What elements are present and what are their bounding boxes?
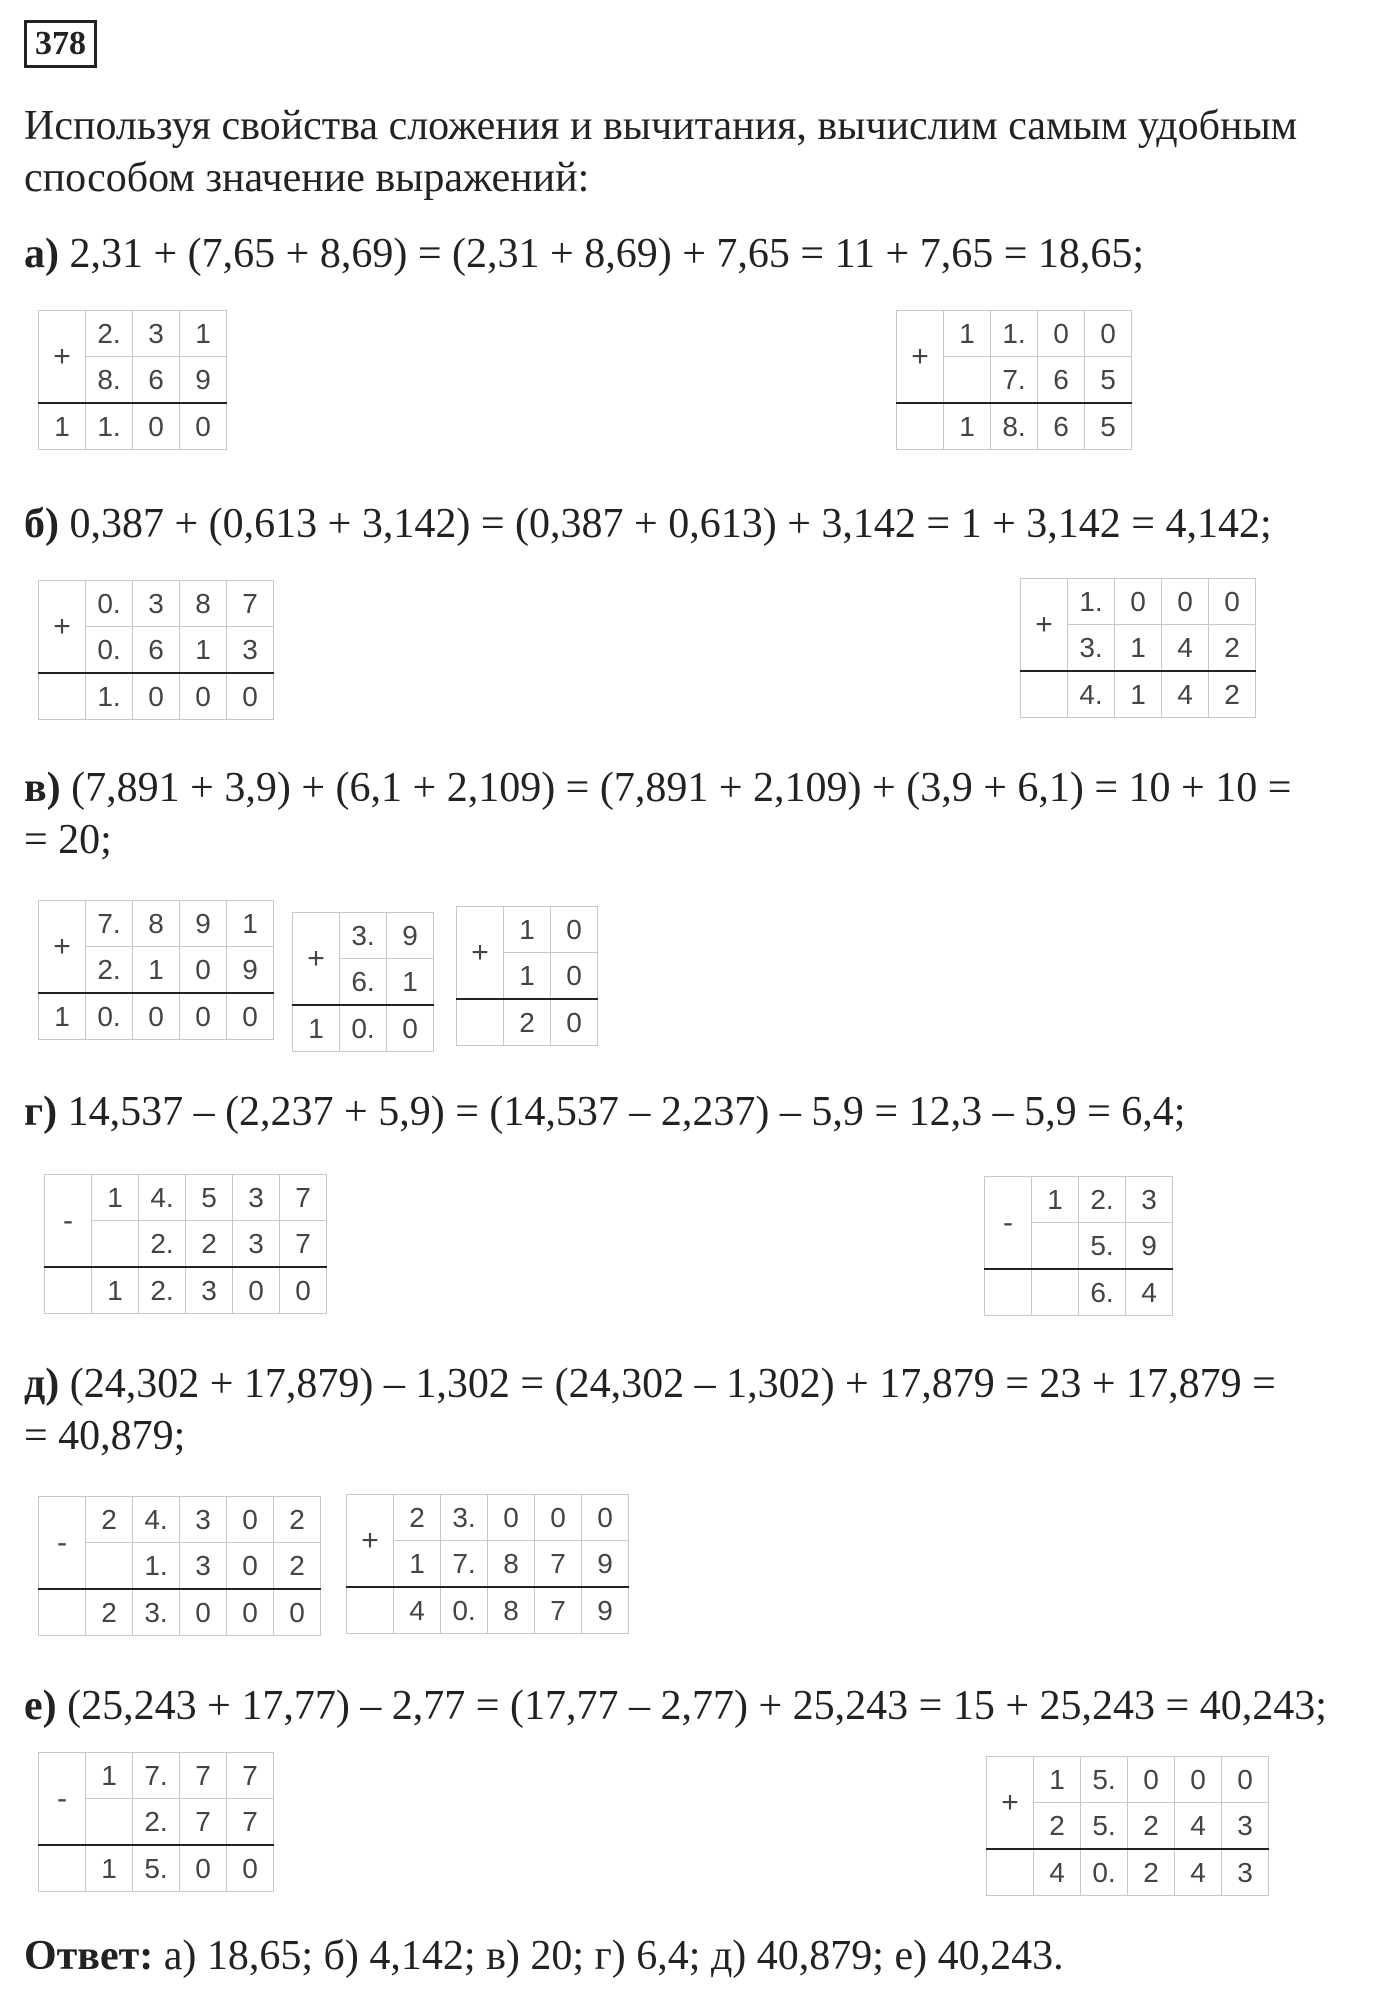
digit-cell: 8. — [991, 403, 1038, 450]
operator-sign: + — [897, 311, 944, 404]
digit-cell: 9 — [1126, 1223, 1173, 1270]
operand-row — [45, 1175, 327, 1221]
digit-cell: 6 — [1038, 403, 1085, 450]
digit-cell: 0 — [488, 1495, 535, 1541]
digit-cell: 9 — [180, 901, 227, 947]
column-calc-3-3 — [456, 906, 598, 1046]
digit-cell: 0. — [340, 1005, 387, 1052]
expression-d — [24, 1358, 1276, 1410]
digit-cell: 5 — [1085, 403, 1132, 450]
digit-cell — [1032, 1269, 1079, 1316]
operator-sign: - — [39, 1497, 86, 1590]
digit-cell — [39, 1845, 86, 1892]
digit-cell: 1 — [180, 627, 227, 674]
digit-cell: 8 — [488, 1541, 535, 1588]
operand-row — [39, 1753, 274, 1799]
digit-cell: 2 — [274, 1543, 321, 1590]
digit-cell: 7 — [535, 1587, 582, 1634]
digit-cell: 7. — [86, 901, 133, 947]
digit-cell — [897, 403, 944, 450]
label-b: б) — [24, 501, 59, 547]
column-calc-3-1 — [38, 900, 274, 1040]
problem-number: 378 — [24, 20, 97, 68]
expression-v-cont: = 20; — [24, 817, 112, 863]
digit-cell — [86, 1799, 133, 1846]
digit-cell: 0 — [1175, 1757, 1222, 1803]
digit-cell: 1 — [39, 993, 86, 1040]
digit-cell: 1 — [394, 1541, 441, 1588]
digit-cell — [457, 999, 504, 1046]
column-calc-1-1 — [38, 310, 227, 450]
digit-cell: 5. — [133, 1845, 180, 1892]
digit-cell: 0 — [1115, 579, 1162, 625]
digit-cell: 0 — [227, 1845, 274, 1892]
digit-cell — [1021, 671, 1068, 718]
digit-cell: 1 — [180, 311, 227, 357]
digit-cell: 4. — [133, 1497, 180, 1543]
operator-sign: + — [987, 1757, 1034, 1850]
result-row — [45, 1267, 327, 1314]
digit-cell: 3 — [1126, 1177, 1173, 1223]
expr-a: 2,31 + (7,65 + 8,69) = (2,31 + 8,69) + 7,65 = 11 + 7,65 = 18,65; — [69, 231, 1145, 277]
operand-row — [1021, 579, 1256, 625]
digit-cell: 7 — [280, 1175, 327, 1221]
digit-cell: 1 — [1032, 1177, 1079, 1223]
column-calc-5-2 — [346, 1494, 629, 1634]
digit-cell: 3 — [133, 311, 180, 357]
digit-cell: 9 — [227, 947, 274, 994]
digit-cell: 3 — [233, 1221, 280, 1268]
digit-cell: 9 — [582, 1541, 629, 1588]
digit-cell: 0 — [535, 1495, 582, 1541]
digit-cell: 3 — [1222, 1803, 1269, 1850]
digit-cell: 6 — [133, 357, 180, 404]
digit-cell: 5 — [1085, 357, 1132, 404]
digit-cell: 7 — [227, 581, 274, 627]
digit-cell: 0 — [274, 1589, 321, 1636]
digit-cell: 8 — [133, 901, 180, 947]
digit-cell: 1 — [1115, 625, 1162, 672]
digit-cell: 1 — [133, 947, 180, 994]
digit-cell: 5. — [1079, 1223, 1126, 1270]
digit-cell: 5. — [1081, 1803, 1128, 1850]
digit-cell: 0 — [233, 1267, 280, 1314]
digit-cell: 7 — [535, 1541, 582, 1588]
digit-cell: 2 — [274, 1497, 321, 1543]
digit-cell: 0 — [227, 1589, 274, 1636]
digit-cell: 0 — [227, 993, 274, 1040]
digit-cell: 0. — [441, 1587, 488, 1634]
label-g: г) — [24, 1089, 58, 1135]
digit-cell: 7. — [441, 1541, 488, 1588]
digit-cell: 0 — [1128, 1757, 1175, 1803]
digit-cell: 4 — [1126, 1269, 1173, 1316]
column-calc-1-2 — [896, 310, 1132, 450]
digit-cell — [985, 1269, 1032, 1316]
label-a: а) — [24, 231, 59, 277]
digit-cell: 0 — [551, 907, 598, 953]
digit-cell: 3. — [441, 1495, 488, 1541]
expression-g — [24, 1086, 1185, 1138]
digit-cell — [1032, 1223, 1079, 1270]
digit-cell: 7 — [280, 1221, 327, 1268]
digit-cell: 1 — [227, 901, 274, 947]
result-row — [1021, 671, 1256, 718]
digit-cell: 0 — [227, 1543, 274, 1590]
digit-cell: 1 — [39, 403, 86, 450]
operator-sign: + — [39, 311, 86, 404]
digit-cell: 0 — [1085, 311, 1132, 357]
expression-a — [24, 228, 1144, 280]
result-row — [293, 1005, 434, 1052]
operand-row — [293, 913, 434, 959]
digit-cell — [987, 1849, 1034, 1896]
column-calc-4-1 — [44, 1174, 327, 1314]
digit-cell: 1. — [86, 403, 133, 450]
digit-cell: 3 — [133, 581, 180, 627]
digit-cell: 2 — [186, 1221, 233, 1268]
operator-sign: + — [39, 901, 86, 994]
digit-cell: 0 — [551, 999, 598, 1046]
column-calc-2-2 — [1020, 578, 1256, 718]
expression-d-cont: = 40,879; — [24, 1413, 186, 1459]
digit-cell: 1 — [92, 1267, 139, 1314]
result-row — [987, 1849, 1269, 1896]
digit-cell: 0 — [180, 403, 227, 450]
digit-cell: 6 — [1038, 357, 1085, 404]
column-calc-3-2 — [292, 912, 434, 1052]
digit-cell: 0 — [387, 1005, 434, 1052]
digit-cell: 2 — [1128, 1803, 1175, 1850]
result-row — [39, 1589, 321, 1636]
operand-row — [347, 1495, 629, 1541]
expression-v — [24, 762, 1291, 814]
digit-cell: 7 — [180, 1753, 227, 1799]
digit-cell: 2 — [1209, 671, 1256, 718]
digit-cell — [944, 357, 991, 404]
digit-cell: 4 — [1162, 625, 1209, 672]
expr-v: (7,891 + 3,9) + (6,1 + 2,109) = (7,891 + 2,109) + (3,9 + 6,1) = 10 + 10 = — [71, 765, 1292, 811]
answer-line — [24, 1930, 1064, 1982]
operator-sign: + — [347, 1495, 394, 1588]
digit-cell: 0 — [180, 993, 227, 1040]
digit-cell: 1 — [1034, 1757, 1081, 1803]
operand-row — [39, 901, 274, 947]
digit-cell: 2. — [86, 311, 133, 357]
intro-text: Используя свойства сложения и вычитания, вычислим самым удобным способом значение выражений: — [24, 103, 1298, 201]
digit-cell: 0. — [86, 627, 133, 674]
digit-cell — [39, 1589, 86, 1636]
expr-b: 0,387 + (0,613 + 3,142) = (0,387 + 0,613) + 3,142 = 1 + 3,142 = 4,142; — [69, 501, 1272, 547]
column-calc-6-1 — [38, 1752, 274, 1892]
digit-cell: 4. — [1068, 671, 1115, 718]
operator-sign: + — [1021, 579, 1068, 672]
digit-cell: 8 — [180, 581, 227, 627]
digit-cell: 7 — [180, 1799, 227, 1846]
digit-cell: 2 — [1209, 625, 1256, 672]
digit-cell: 0 — [1038, 311, 1085, 357]
digit-cell: 9 — [582, 1587, 629, 1634]
digit-cell: 7 — [227, 1753, 274, 1799]
digit-cell: 0 — [582, 1495, 629, 1541]
digit-cell — [92, 1221, 139, 1268]
digit-cell: 1 — [86, 1845, 133, 1892]
digit-cell: 4 — [1034, 1849, 1081, 1896]
digit-cell: 1. — [1068, 579, 1115, 625]
digit-cell: 8. — [86, 357, 133, 404]
operand-row — [457, 907, 598, 953]
digit-cell: 2 — [394, 1495, 441, 1541]
digit-cell: 0. — [1081, 1849, 1128, 1896]
result-row — [347, 1587, 629, 1634]
digit-cell: 7 — [227, 1799, 274, 1846]
digit-cell: 9 — [387, 913, 434, 959]
digit-cell: 1 — [293, 1005, 340, 1052]
digit-cell: 1 — [944, 311, 991, 357]
answer-label: Ответ: — [24, 1933, 154, 1979]
digit-cell: 7. — [991, 357, 1038, 404]
label-d: д) — [24, 1361, 60, 1407]
result-row — [457, 999, 598, 1046]
digit-cell: 0. — [86, 993, 133, 1040]
operand-row — [39, 581, 274, 627]
digit-cell: 1 — [92, 1175, 139, 1221]
digit-cell: 1. — [991, 311, 1038, 357]
digit-cell: 4 — [1162, 671, 1209, 718]
digit-cell — [39, 673, 86, 720]
result-row — [39, 673, 274, 720]
operand-row — [39, 1497, 321, 1543]
digit-cell: 0 — [133, 403, 180, 450]
digit-cell: 4 — [1175, 1803, 1222, 1850]
digit-cell: 0 — [551, 953, 598, 1000]
result-row — [897, 403, 1132, 450]
column-calc-5-1 — [38, 1496, 321, 1636]
expr-e: (25,243 + 17,77) – 2,77 = (17,77 – 2,77) + 25,243 = 15 + 25,243 = 40,243; — [67, 1683, 1327, 1729]
digit-cell: 0. — [86, 581, 133, 627]
label-e: е) — [24, 1683, 57, 1729]
digit-cell: 1 — [504, 907, 551, 953]
digit-cell: 3 — [180, 1543, 227, 1590]
digit-cell: 0 — [1209, 579, 1256, 625]
digit-cell: 0 — [180, 1845, 227, 1892]
operator-sign: + — [457, 907, 504, 1000]
digit-cell: 4. — [139, 1175, 186, 1221]
operator-sign: + — [39, 581, 86, 674]
digit-cell: 5 — [186, 1175, 233, 1221]
operand-row — [987, 1757, 1269, 1803]
operator-sign: - — [985, 1177, 1032, 1270]
digit-cell — [347, 1587, 394, 1634]
digit-cell: 2. — [86, 947, 133, 994]
expression-e — [24, 1680, 1327, 1732]
digit-cell — [86, 1543, 133, 1590]
digit-cell: 2 — [1034, 1803, 1081, 1850]
digit-cell: 2. — [139, 1221, 186, 1268]
digit-cell: 3 — [180, 1497, 227, 1543]
digit-cell: 6. — [340, 959, 387, 1006]
digit-cell: 2 — [504, 999, 551, 1046]
digit-cell: 0 — [133, 993, 180, 1040]
digit-cell: 3 — [233, 1175, 280, 1221]
digit-cell: 8 — [488, 1587, 535, 1634]
digit-cell: 4 — [1175, 1849, 1222, 1896]
result-row — [39, 403, 227, 450]
digit-cell: 3. — [340, 913, 387, 959]
result-row — [985, 1269, 1173, 1316]
digit-cell: 0 — [227, 673, 274, 720]
label-v: в) — [24, 765, 61, 811]
digit-cell: 3. — [1068, 625, 1115, 672]
expr-d: (24,302 + 17,879) – 1,302 = (24,302 – 1,302) + 17,879 = 23 + 17,879 = — [69, 1361, 1276, 1407]
digit-cell: 0 — [180, 673, 227, 720]
result-row — [39, 1845, 274, 1892]
digit-cell: 1 — [944, 403, 991, 450]
digit-cell: 1. — [86, 673, 133, 720]
digit-cell: 3 — [1222, 1849, 1269, 1896]
digit-cell: 1 — [504, 953, 551, 1000]
digit-cell: 1 — [1115, 671, 1162, 718]
digit-cell: 0 — [180, 947, 227, 994]
digit-cell: 2. — [139, 1267, 186, 1314]
operand-row — [39, 311, 227, 357]
digit-cell: 0 — [227, 1497, 274, 1543]
digit-cell: 2 — [1128, 1849, 1175, 1896]
digit-cell: 1 — [86, 1753, 133, 1799]
operator-sign: - — [45, 1175, 92, 1268]
digit-cell: 0 — [180, 1589, 227, 1636]
digit-cell: 5. — [1081, 1757, 1128, 1803]
digit-cell: 6. — [1079, 1269, 1126, 1316]
digit-cell: 0 — [133, 673, 180, 720]
expression-b — [24, 498, 1272, 550]
digit-cell: 4 — [394, 1587, 441, 1634]
digit-cell: 1 — [387, 959, 434, 1006]
column-calc-6-2 — [986, 1756, 1269, 1896]
column-calc-2-1 — [38, 580, 274, 720]
digit-cell — [45, 1267, 92, 1314]
operator-sign: + — [293, 913, 340, 1006]
digit-cell: 0 — [1162, 579, 1209, 625]
digit-cell: 0 — [280, 1267, 327, 1314]
digit-cell: 1. — [133, 1543, 180, 1590]
answer-text: а) 18,65; б) 4,142; в) 20; г) 6,4; д) 40,879; е) 40,243. — [163, 1933, 1064, 1979]
digit-cell: 2. — [133, 1799, 180, 1846]
operator-sign: - — [39, 1753, 86, 1846]
digit-cell: 3 — [186, 1267, 233, 1314]
digit-cell: 2. — [1079, 1177, 1126, 1223]
digit-cell: 7. — [133, 1753, 180, 1799]
expr-g: 14,537 – (2,237 + 5,9) = (14,537 – 2,237) – 5,9 = 12,3 – 5,9 = 6,4; — [67, 1089, 1186, 1135]
result-row — [39, 993, 274, 1040]
digit-cell: 0 — [1222, 1757, 1269, 1803]
digit-cell: 9 — [180, 357, 227, 404]
column-calc-4-2 — [984, 1176, 1173, 1316]
digit-cell: 2 — [86, 1497, 133, 1543]
operand-row — [985, 1177, 1173, 1223]
operand-row — [897, 311, 1132, 357]
digit-cell: 3. — [133, 1589, 180, 1636]
digit-cell: 6 — [133, 627, 180, 674]
digit-cell: 3 — [227, 627, 274, 674]
digit-cell: 2 — [86, 1589, 133, 1636]
